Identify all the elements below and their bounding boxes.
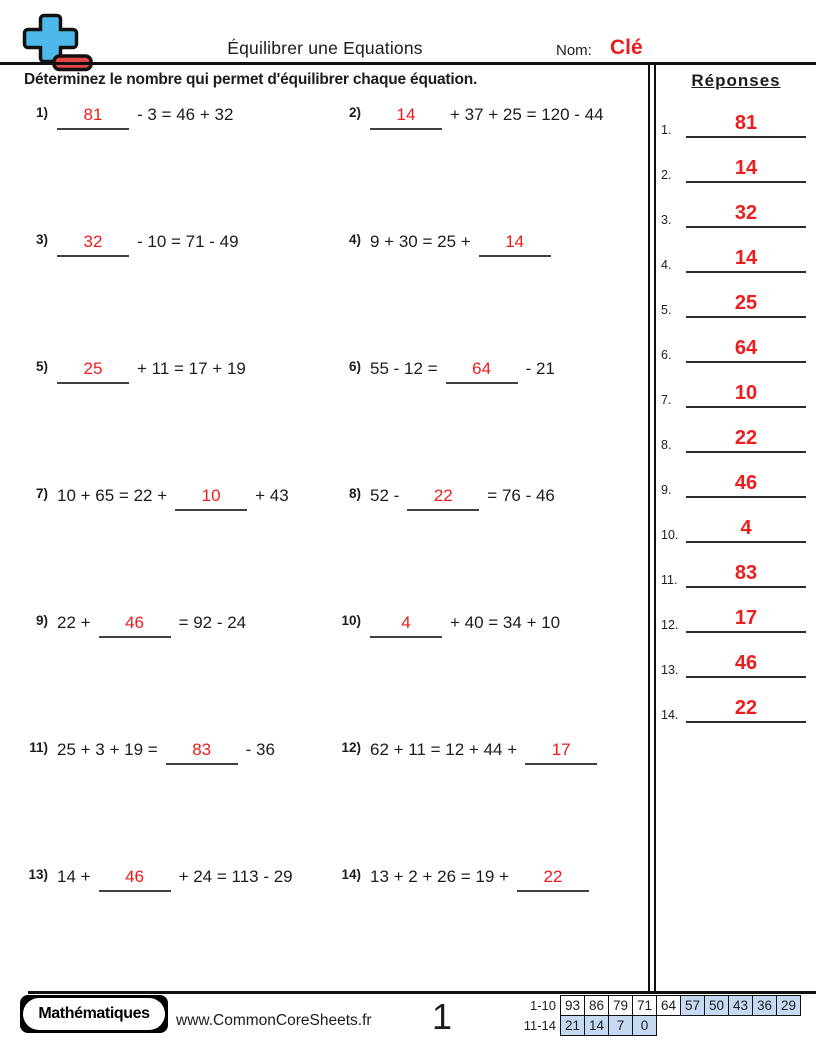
- answer-row-6: [656, 318, 816, 363]
- answer-blank: 10: [175, 482, 247, 511]
- answer-value: 25: [686, 293, 806, 318]
- problem-2: [331, 101, 604, 130]
- answer-value: 64: [686, 338, 806, 363]
- problem-10: [331, 609, 560, 638]
- answer-row-1: [656, 93, 816, 138]
- problem-6: [331, 355, 555, 384]
- problem-number: 7): [35, 486, 48, 501]
- brand-badge: [20, 995, 168, 1033]
- problem-4: [331, 228, 551, 257]
- answer-row-2: [656, 138, 816, 183]
- answer-blank: 22: [407, 482, 479, 511]
- answer-row-11: [656, 543, 816, 588]
- problem-7: [18, 482, 289, 511]
- score-cell: 50: [704, 995, 729, 1016]
- score-cell: 0: [632, 1015, 657, 1036]
- answer-row-10: [656, 498, 816, 543]
- problem-1: [18, 101, 233, 130]
- problem-number: 13): [28, 867, 48, 882]
- answer-blank: 64: [446, 355, 518, 384]
- equation-text: - 21: [525, 359, 555, 378]
- equation-text: + 43: [255, 486, 289, 505]
- problem-number: 3): [35, 232, 48, 247]
- answer-number: 13.: [661, 663, 679, 677]
- score-row-2: [505, 1015, 801, 1036]
- instruction-text: Déterminez le nombre qui permet d'équilibrer chaque équation.: [24, 71, 478, 88]
- problem-number: 6): [348, 359, 361, 374]
- answers-list: [656, 93, 816, 723]
- answer-value: 83: [686, 563, 806, 588]
- score-cell: 93: [560, 995, 585, 1016]
- score-table: [505, 995, 801, 1036]
- answer-number: 1.: [661, 123, 672, 137]
- answer-blank: 83: [166, 736, 238, 765]
- answer-number: 12.: [661, 618, 679, 632]
- problem-14: [331, 863, 589, 892]
- answers-panel: [656, 65, 816, 992]
- footer-divider: [28, 991, 816, 994]
- answer-blank: 25: [57, 355, 129, 384]
- equation-text: 10 + 65 = 22 +: [57, 486, 168, 505]
- problem-11: [18, 736, 275, 765]
- problem-number: 11): [29, 740, 48, 755]
- score-cell: 36: [752, 995, 777, 1016]
- equation-text: - 36: [245, 740, 275, 759]
- problem-9: [18, 609, 246, 638]
- answer-number: 6.: [661, 348, 672, 362]
- answer-row-4: [656, 228, 816, 273]
- answer-blank: 81: [57, 101, 129, 130]
- problem-number: 8): [348, 486, 361, 501]
- score-cell: 57: [680, 995, 705, 1016]
- answer-number: 4.: [661, 258, 672, 272]
- score-cell: 43: [728, 995, 753, 1016]
- score-range-label: 1-10: [529, 998, 556, 1013]
- brand-label: Mathématiques: [23, 998, 165, 1030]
- answer-value: 10: [686, 383, 806, 408]
- answer-value: 46: [686, 473, 806, 498]
- answer-value: 14: [686, 158, 806, 183]
- equation-text: 62 + 11 = 12 + 44 +: [370, 740, 518, 759]
- answer-value: 46: [686, 653, 806, 678]
- problem-number: 2): [348, 105, 361, 120]
- score-cell: 21: [560, 1015, 585, 1036]
- problem-number: 1): [35, 105, 48, 120]
- score-cell: 14: [584, 1015, 609, 1036]
- score-cell: 64: [656, 995, 681, 1016]
- score-cell: 29: [776, 995, 801, 1016]
- score-cell: 86: [584, 995, 609, 1016]
- answer-blank: 22: [517, 863, 589, 892]
- equation-text: - 10 = 71 - 49: [137, 232, 239, 251]
- problem-number: 9): [35, 613, 48, 628]
- answer-value: 22: [686, 428, 806, 453]
- name-label: Nom:: [556, 42, 592, 59]
- answer-number: 8.: [661, 438, 672, 452]
- answer-value: 32: [686, 203, 806, 228]
- problem-5: [18, 355, 246, 384]
- answer-number: 7.: [661, 393, 672, 407]
- equation-text: 52 -: [370, 486, 400, 505]
- answers-divider: [648, 63, 656, 992]
- answer-row-5: [656, 273, 816, 318]
- answer-number: 10.: [661, 528, 679, 542]
- equation-text: + 11 = 17 + 19: [137, 359, 246, 378]
- score-cell: 7: [608, 1015, 633, 1036]
- equation-text: = 76 - 46: [487, 486, 555, 505]
- answers-title: Réponses: [691, 71, 781, 90]
- answer-number: 11.: [661, 573, 678, 587]
- answer-number: 5.: [661, 303, 672, 317]
- problem-number: 5): [35, 359, 48, 374]
- page-title: Équilibrer une Equations: [227, 38, 423, 58]
- answer-blank: 17: [525, 736, 597, 765]
- score-row-1: [505, 995, 801, 1016]
- answer-row-14: [656, 678, 816, 723]
- answer-value: 17: [686, 608, 806, 633]
- answer-key-label: Clé: [610, 36, 643, 59]
- answer-blank: 46: [99, 609, 171, 638]
- equation-text: + 40 = 34 + 10: [450, 613, 561, 632]
- answer-number: 2.: [661, 168, 672, 182]
- answer-blank: 14: [479, 228, 551, 257]
- equation-text: 14 +: [57, 867, 91, 886]
- answer-number: 14.: [661, 708, 679, 722]
- equation-text: = 92 - 24: [178, 613, 247, 632]
- answer-value: 22: [686, 698, 806, 723]
- answer-row-3: [656, 183, 816, 228]
- problem-number: 10): [341, 613, 361, 628]
- problem-13: [18, 863, 293, 892]
- equation-text: + 37 + 25 = 120 - 44: [450, 105, 604, 124]
- equation-text: 25 + 3 + 19 =: [57, 740, 158, 759]
- site-url: www.CommonCoreSheets.fr: [176, 1012, 372, 1029]
- equation-text: + 24 = 113 - 29: [178, 867, 293, 886]
- problem-number: 12): [341, 740, 361, 755]
- answer-blank: 46: [99, 863, 171, 892]
- answer-row-12: [656, 588, 816, 633]
- answer-row-7: [656, 363, 816, 408]
- answer-blank: 14: [370, 101, 442, 130]
- answer-number: 3.: [661, 213, 672, 227]
- answer-row-13: [656, 633, 816, 678]
- answer-number: 9.: [661, 483, 672, 497]
- equation-text: 55 - 12 =: [370, 359, 438, 378]
- equation-text: 9 + 30 = 25 +: [370, 232, 471, 251]
- score-cell: 71: [632, 995, 657, 1016]
- problem-3: [18, 228, 239, 257]
- score-range-label: 11-14: [523, 1018, 556, 1033]
- answer-blank: 4: [370, 609, 442, 638]
- answer-row-9: [656, 453, 816, 498]
- equation-text: - 3 = 46 + 32: [137, 105, 234, 124]
- answer-value: 4: [686, 518, 806, 543]
- score-cell: 79: [608, 995, 633, 1016]
- problem-12: [331, 736, 597, 765]
- answer-blank: 32: [57, 228, 129, 257]
- problem-number: 14): [341, 867, 361, 882]
- equation-text: 22 +: [57, 613, 91, 632]
- answer-value: 81: [686, 113, 806, 138]
- problem-number: 4): [348, 232, 361, 247]
- answer-value: 14: [686, 248, 806, 273]
- equation-text: 13 + 2 + 26 = 19 +: [370, 867, 509, 886]
- answer-row-8: [656, 408, 816, 453]
- problem-8: [331, 482, 555, 511]
- page-number: 1: [432, 996, 453, 1037]
